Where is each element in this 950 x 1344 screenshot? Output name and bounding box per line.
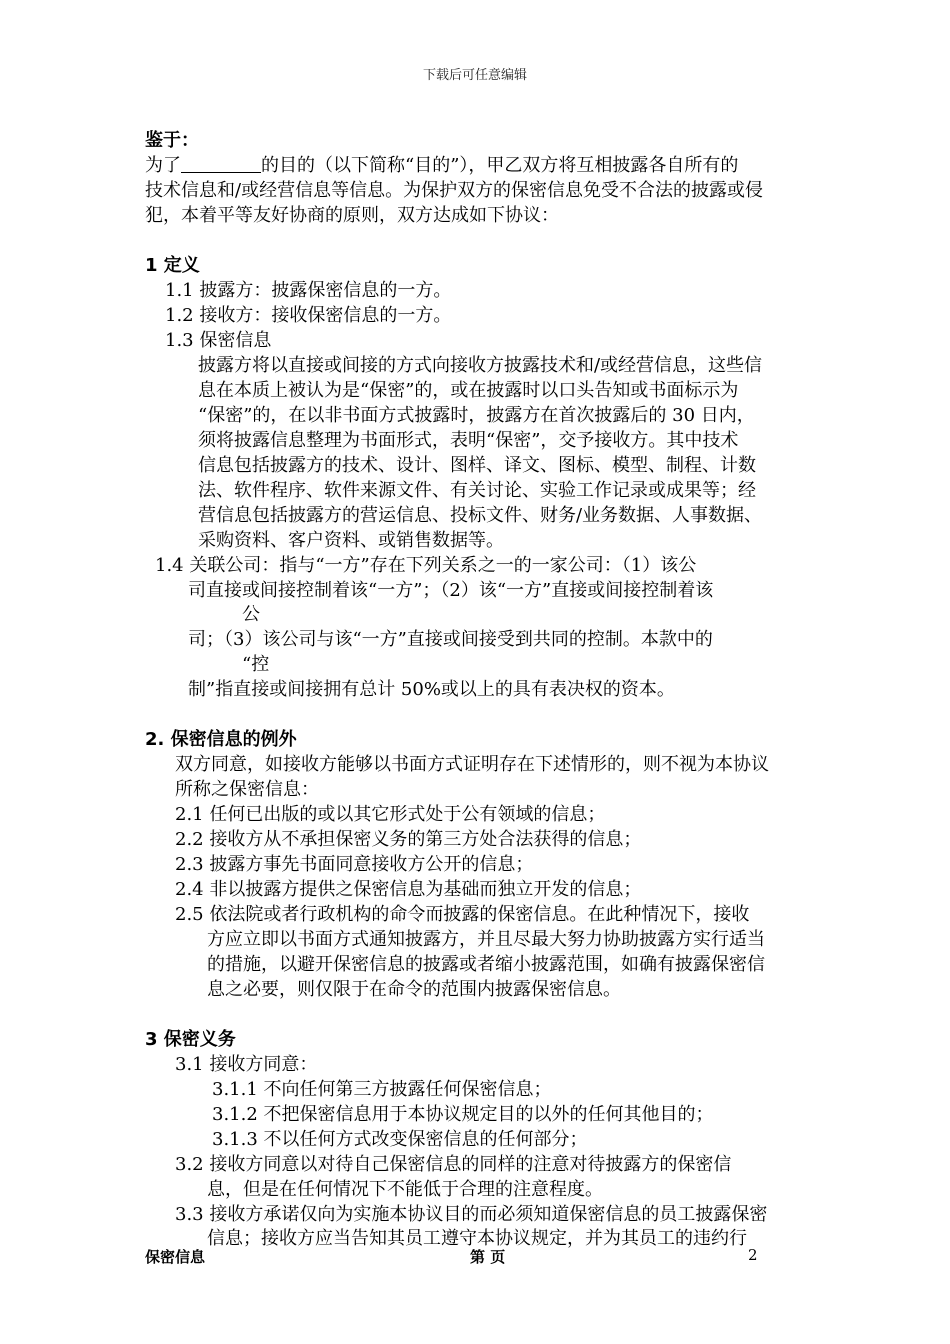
preamble-line-1-end: 的目的（以下简称“目的”），甲乙双方将互相披露各自所有的 [261, 155, 739, 176]
item-3-3-line: 3.3 接收方承诺仅向为实施本协议目的而必须知道保密信息的员工披露保密 [175, 1204, 768, 1225]
item-1-4-line: 1.4 关联公司：指与“一方”存在下列关系之一的一家公司：（1）该公 [155, 555, 697, 576]
item-2-5-line: 息之必要，则仅限于在命令的范围内披露保密信息。 [207, 979, 621, 1000]
item-1-3-para-line: 采购资料、客户资料、或销售数据等。 [198, 530, 504, 551]
item-3-1-3: 3.1.3 不以任何方式改变保密信息的任何部分； [212, 1129, 588, 1150]
item-1-4-line: 公 [242, 604, 260, 625]
item-1-3-para-line: “保密”的，在以非书面方式披露时，披露方在首次披露后的 30 日内， [198, 405, 755, 426]
item-1-3-para-line: 营信息包括披露方的营运信息、投标文件、财务/业务数据、人事数据、 [198, 505, 763, 526]
item-1-4-line: “控 [242, 654, 270, 675]
item-1-3-para-line: 法、软件程序、软件来源文件、有关讨论、实验工作记录或成果等；经 [198, 480, 756, 501]
section-2-intro-line: 双方同意，如接收方能够以书面方式证明存在下述情形的，则不视为本协议 [175, 754, 769, 775]
item-2-5-line: 2.5 依法院或者行政机构的命令而披露的保密信息。在此种情况下，接收 [175, 904, 750, 925]
item-2-1: 2.1 任何已出版的或以其它形式处于公有领域的信息； [175, 804, 606, 825]
item-3-1: 3.1 接收方同意： [175, 1054, 318, 1075]
item-1-4-line: 制”指直接或间接拥有总计 50%或以上的具有表决权的资本。 [188, 679, 675, 700]
item-1-1: 1.1 披露方：披露保密信息的一方。 [165, 280, 452, 301]
section-3-heading: 3 保密义务 [145, 1029, 236, 1050]
preamble-line-1-start: 为了 [145, 155, 181, 176]
item-3-2-line: 3.2 接收方同意以对待自己保密信息的同样的注意对待披露方的保密信 [175, 1154, 732, 1175]
item-1-4-line: 司；（3）该公司与该“一方”直接或间接受到共同的控制。本款中的 [188, 629, 713, 650]
preamble-line-3: 犯，本着平等友好协商的原则，双方达成如下协议： [145, 205, 559, 226]
preamble-line-1 [145, 153, 738, 179]
footer-left-label: 保密信息 [145, 1248, 206, 1266]
item-1-3-para-line: 息在本质上被认为是“保密”的，或在披露时以口头告知或书面标示为 [198, 380, 739, 401]
item-1-3-para-line: 须将披露信息整理为书面形式，表明“保密”，交予接收方。其中技术 [198, 430, 739, 451]
item-1-3: 1.3 保密信息 [165, 330, 272, 351]
preamble-line-2: 技术信息和/或经营信息等信息。为保护双方的保密信息免受不合法的披露或侵 [145, 180, 764, 201]
purpose-blank-field [181, 154, 261, 173]
section-2-intro-line: 所称之保密信息： [175, 779, 319, 800]
item-1-4-line: 司直接或间接控制着该“一方”；（2）该“一方”直接或间接控制着该 [188, 580, 714, 601]
item-1-2: 1.2 接收方：接收保密信息的一方。 [165, 305, 452, 326]
item-2-5-line: 的措施，以避开保密信息的披露或者缩小披露范围，如确有披露保密信 [207, 954, 765, 975]
item-3-1-2: 3.1.2 不把保密信息用于本协议规定目的以外的任何其他目的； [212, 1104, 714, 1125]
item-2-3: 2.3 披露方事先书面同意接收方公开的信息； [175, 854, 534, 875]
item-1-3-para-line: 披露方将以直接或间接的方式向接收方披露技术和/或经营信息，这些信 [198, 355, 763, 376]
item-1-3-para-line: 信息包括披露方的技术、设计、图样、译文、图标、模型、制程、计数 [198, 455, 756, 476]
item-2-2: 2.2 接收方从不承担保密义务的第三方处合法获得的信息； [175, 829, 642, 850]
item-3-2-line: 息，但是在任何情况下不能低于合理的注意程度。 [207, 1179, 603, 1200]
footer-page-number: 2 [748, 1246, 758, 1264]
preamble-title: 鉴于： [145, 130, 199, 151]
item-2-4: 2.4 非以披露方提供之保密信息为基础而独立开发的信息； [175, 879, 642, 900]
header-note: 下载后可任意编辑 [422, 68, 527, 83]
section-1-heading: 1 定义 [145, 255, 200, 276]
item-3-1-1: 3.1.1 不向任何第三方披露任何保密信息； [212, 1079, 552, 1100]
item-3-3-line: 信息；接收方应当告知其员工遵守本协议规定，并为其员工的违约行 [207, 1228, 747, 1249]
footer-page-label: 第 页 [470, 1248, 506, 1266]
item-2-5-line: 方应立即以书面方式通知披露方，并且尽最大努力协助披露方实行适当 [207, 929, 765, 950]
section-2-heading: 2. 保密信息的例外 [145, 729, 297, 750]
